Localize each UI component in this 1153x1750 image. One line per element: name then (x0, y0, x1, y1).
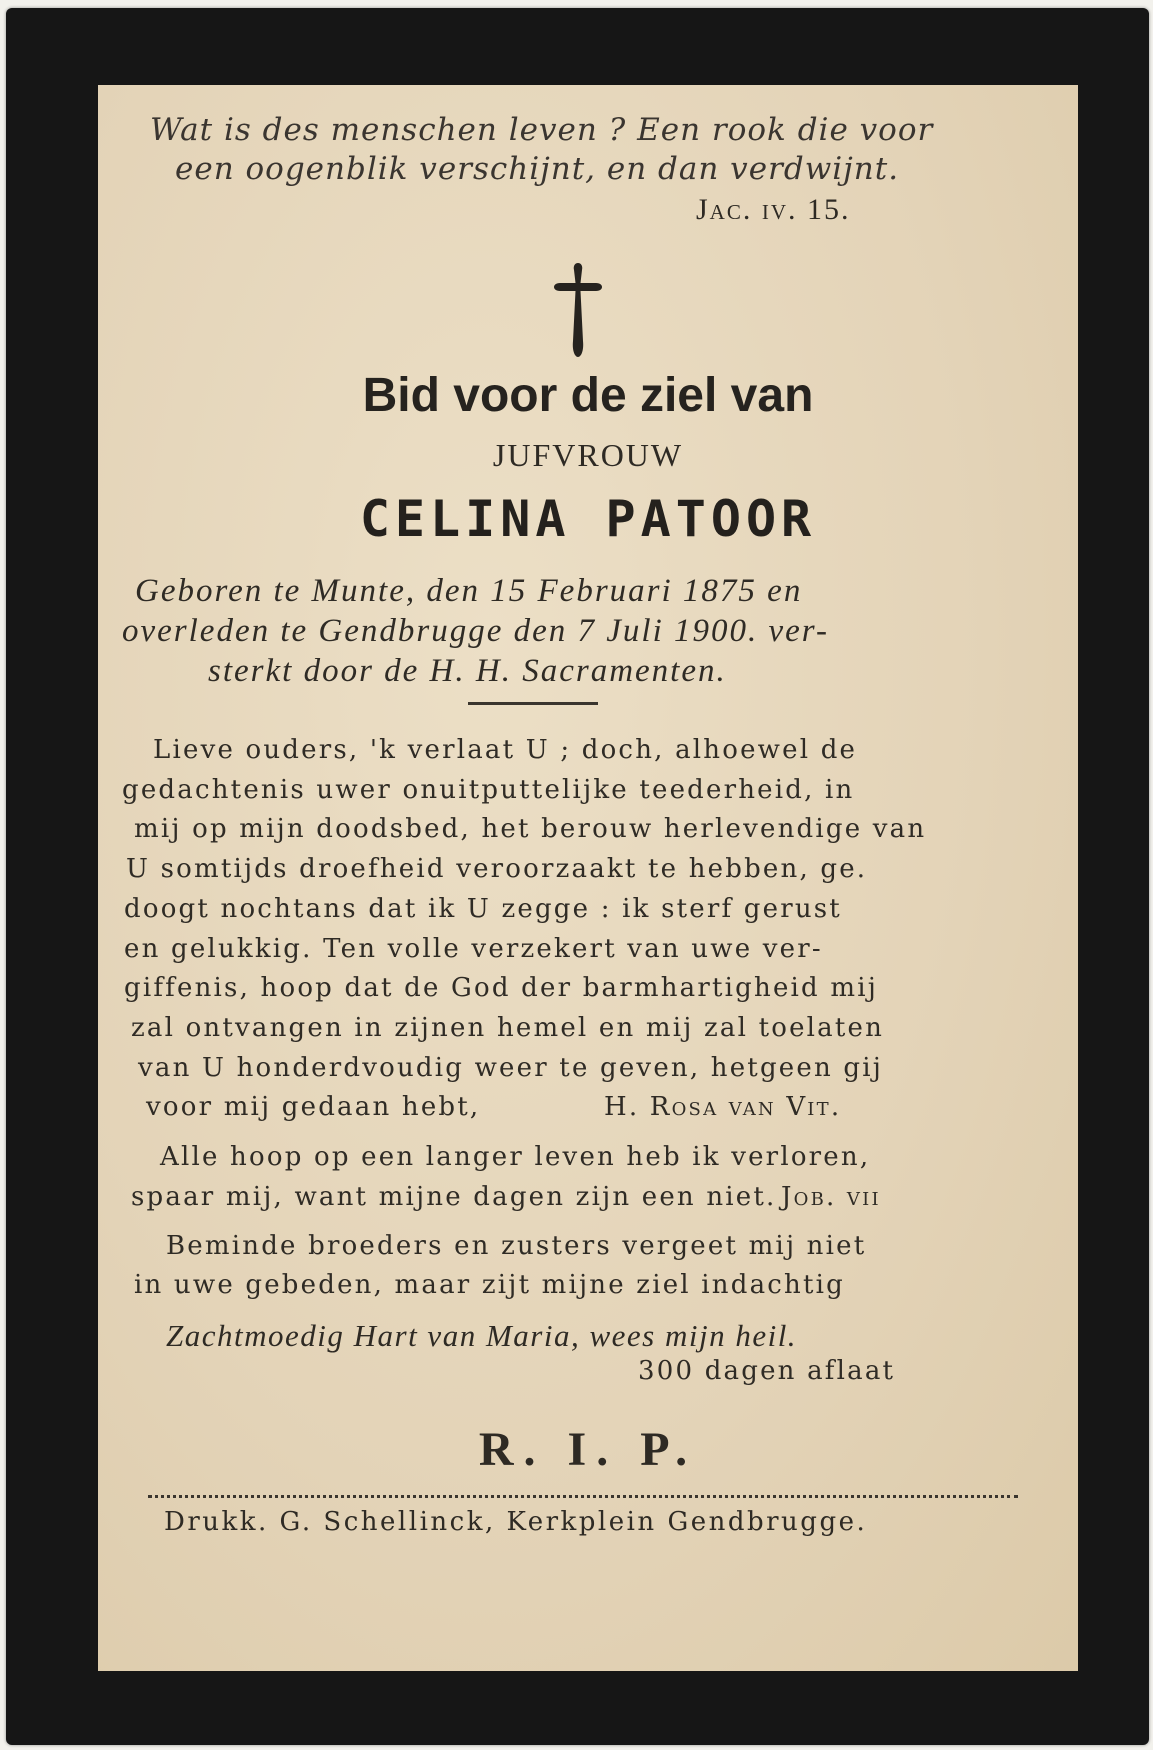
message-attribution: H. Rosa van Vit. (604, 1092, 842, 1122)
hope-line-2: spaar mij, want mijne dagen zijn een niet. (131, 1182, 777, 1212)
message-line-9: van U honderdvoudig weer te geven, hetgeen gij (138, 1053, 884, 1083)
siblings-line-1: Beminde broeders en zusters vergeet mij niet (166, 1231, 867, 1261)
indulgence: 300 dagen aflaat (638, 1356, 896, 1386)
divider (468, 702, 598, 705)
quote-reference: Jac. iv. 15. (696, 193, 851, 226)
deceased-name: CELINA PATOOR (359, 490, 817, 548)
siblings-line-2: in uwe gebeden, maar zijt mijne ziel indachtig (134, 1270, 846, 1300)
dotted-divider (148, 1495, 1018, 1498)
birth-line-2: overleden te Gendbrugge den 7 Juli 1900. ver- (122, 613, 829, 649)
printer-credit: Drukk. G. Schellinck, Kerkplein Gendbrugge. (164, 1507, 868, 1537)
birth-line-3: sterkt door de H. H. Sacramenten. (208, 653, 727, 689)
memorial-card (6, 8, 1149, 1745)
heading: Bid voor de ziel van (362, 369, 814, 422)
quote-line-1: Wat is des menschen leven ? Een rook die voor (150, 112, 934, 148)
hope-reference: Job. vii (781, 1182, 881, 1212)
message-line-8: zal ontvangen in zijnen hemel en mij zal toelaten (131, 1013, 885, 1043)
message-line-4: U somtijds droefheid veroorzaakt te hebben, ge. (126, 854, 868, 884)
message-line-1: Lieve ouders, 'k verlaat U ; doch, alhoewel de (153, 735, 858, 765)
hope-line-1: Alle hoop op een langer leven heb ik verloren, (160, 1142, 871, 1172)
honorific-title: JUFVROUW (492, 437, 684, 473)
message-line-2: gedachtenis uwer onuitputtelijke teederheid, in (122, 775, 855, 805)
rip: R. I. P. (478, 1423, 698, 1476)
quote-line-2: een oogenblik verschijnt, en dan verdwijnt. (175, 151, 900, 187)
prayer: Zachtmoedig Hart van Maria, wees mijn heil. (166, 1318, 798, 1353)
cross-icon (548, 261, 608, 361)
message-line-3: mij op mijn doodsbed, het berouw herlevendige van (134, 814, 927, 844)
card-paper (98, 85, 1078, 1671)
message-line-7: giffenis, hoop dat de God der barmhartigheid mij (124, 973, 878, 1003)
message-line-5: doogt nochtans dat ik U zegge : ik sterf gerust (124, 894, 842, 924)
birth-line-1: Geboren te Munte, den 15 Februari 1875 en (135, 573, 803, 609)
message-line-6: en gelukkig. Ten volle verzekert van uwe ver- (124, 934, 823, 964)
message-last-line: voor mij gedaan hebt, (146, 1092, 481, 1122)
